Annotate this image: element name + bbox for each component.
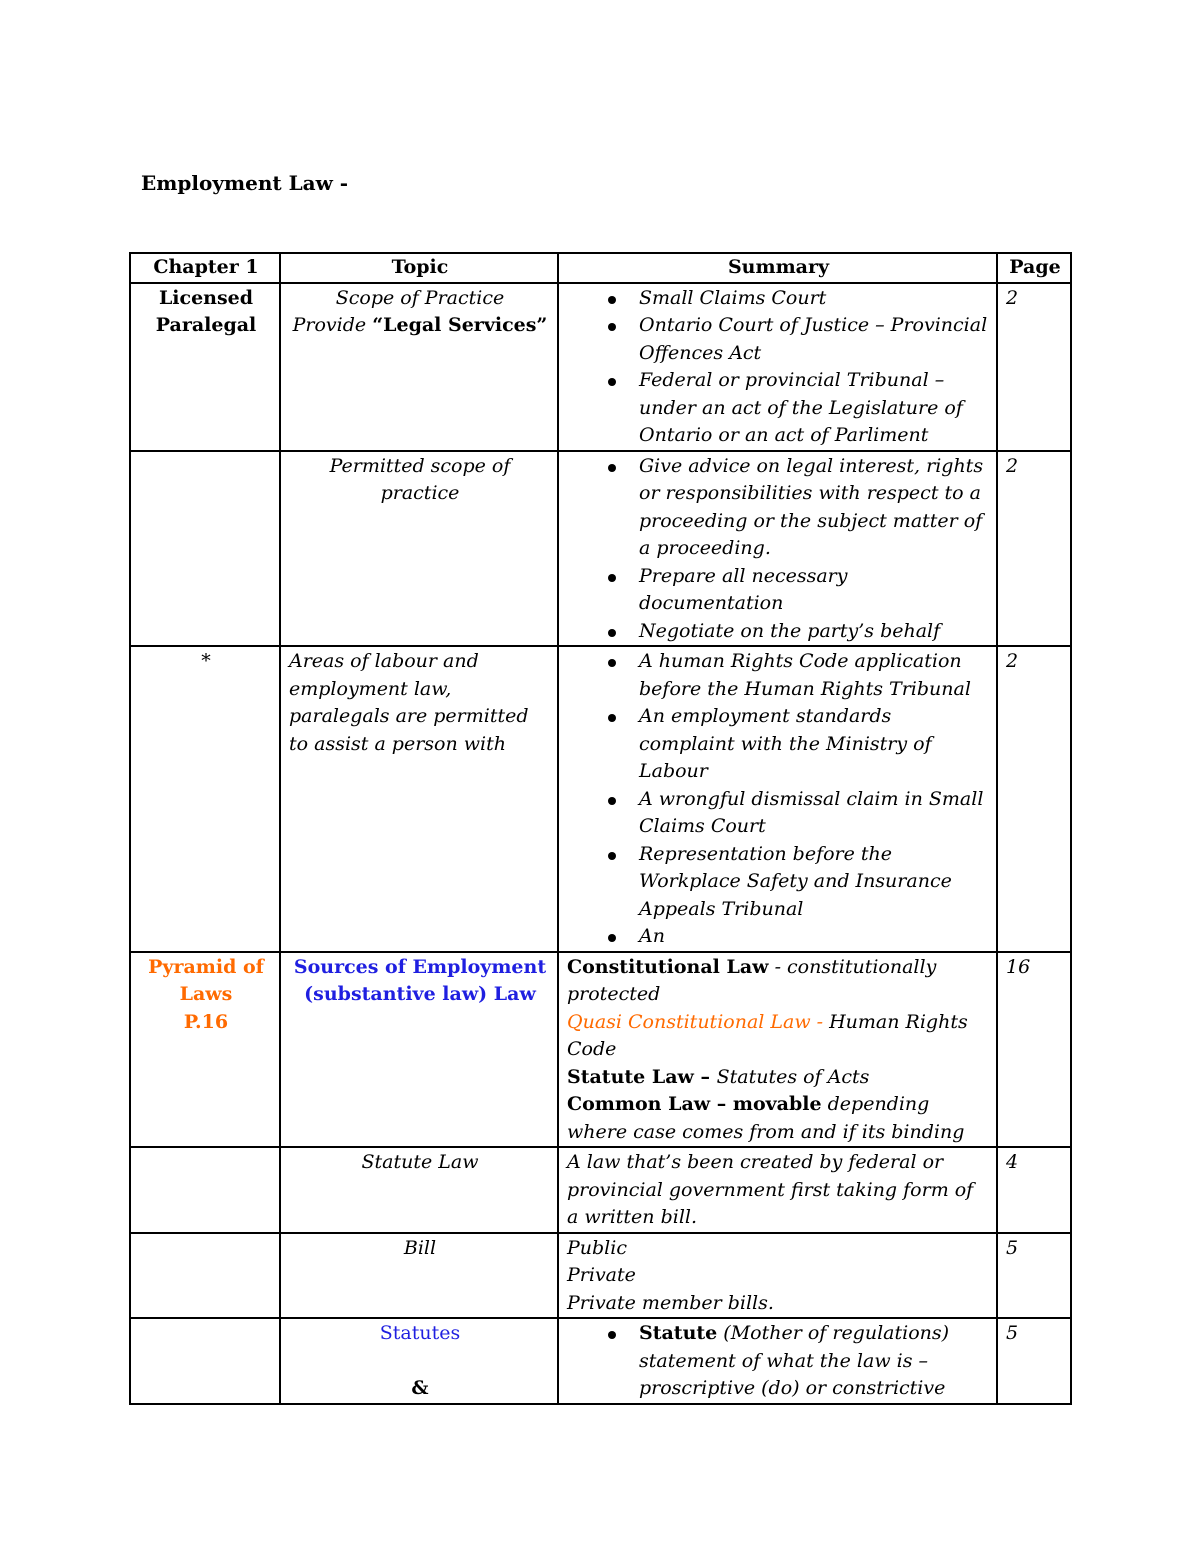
bullet-text: A wrongful dismissal claim in Small Claims Court [639,787,984,837]
bullet-text: An employment standards complaint with the Ministry of Labour [639,705,932,782]
header-chapter: Chapter 1 [130,253,280,283]
topic-line: Scope of Practice [335,286,505,309]
bullet-text: A human Rights Code application before the Human Rights Tribunal [639,650,971,700]
topic-emphasis: “Legal Services” [372,314,548,336]
page-cell: 2 [997,451,1071,647]
summary-term: Statute Law – [567,1065,717,1088]
bullet-text: Small Claims Court [639,286,827,309]
summary-text: Statutes of Acts [716,1065,870,1088]
topic-cell [280,451,558,647]
page-cell: 2 [997,646,1071,952]
list-item [567,618,990,646]
list-item [567,703,990,786]
summary-cell: A law that’s been created by federal or provincial government first taking form of a written bill. [558,1147,997,1233]
list-item [567,923,990,951]
bullet-icon [608,629,616,637]
summary-table [129,252,1072,1405]
chapter-line: Laws [179,983,233,1005]
table-row [130,283,1071,451]
summary-line [567,1064,990,1092]
topic-text: Provide [292,314,373,336]
summary-text: Human Rights Code [567,1010,968,1060]
summary-cell [558,451,997,647]
chapter-line: Licensed [158,286,254,309]
bullet-icon [608,323,616,331]
summary-line [567,1091,990,1146]
table-row [130,1318,1071,1404]
topic-text: Permitted scope of practice [329,454,511,504]
list-item [567,1320,990,1403]
summary-line [567,954,990,1009]
topic-cell [280,1318,558,1404]
summary-line: Private [567,1264,636,1286]
bullet-icon [608,934,616,942]
topic-cell: Areas of labour and employment law, paralegals are permitted to assist a person with [280,646,558,952]
document-title: Employment Law - [141,171,349,195]
chapter-line: Paralegal [155,314,257,336]
list-item [567,312,990,367]
topic-line: Statutes [379,1322,461,1344]
table-header-row [130,253,1071,283]
bullet-icon [608,714,616,722]
bullet-icon [608,296,616,304]
page-cell: 16 [997,952,1071,1148]
list-item [567,285,990,313]
summary-line: Public [567,1236,627,1259]
chapter-cell [130,1147,280,1233]
header-topic: Topic [280,253,558,283]
list-item [567,453,990,563]
list-item [567,786,990,841]
table-row [130,451,1071,647]
summary-line [567,1009,990,1064]
page-cell: 5 [997,1233,1071,1319]
bullet-icon [608,378,616,386]
summary-cell [558,646,997,952]
list-item [567,563,990,618]
topic-cell: Sources of Employment (substantive law) Law [280,952,558,1148]
bullet-text: Give advice on legal interest, rights or responsibilities with respect to a proceeding or the subject matter of a proceeding. [639,454,984,559]
bullet-text: Representation before the Workplace Safety and Insurance Appeals Tribunal [639,842,952,920]
summary-term: Constitutional Law [567,955,769,978]
bullet-icon [608,659,616,667]
summary-term: Common Law – movable [567,1093,822,1115]
summary-term: Quasi Constitutional Law - [567,1010,830,1033]
table-row [130,1147,1071,1233]
summary-cell [558,1318,997,1404]
table-row [130,1233,1071,1319]
bullet-text: Federal or provincial Tribunal – under an act of the Legislature of Ontario or an act of Parliment [639,369,963,446]
bullet-icon [608,1331,616,1339]
chapter-line: P.16 [183,1010,229,1033]
header-summary: Summary [558,253,997,283]
page-cell: 5 [997,1318,1071,1404]
bullet-text: Prepare all necessary documentation [639,564,848,614]
chapter-cell [130,451,280,647]
bullet-icon [608,797,616,805]
summary-cell [558,952,997,1148]
bullet-term: Statute [639,1322,718,1344]
topic-cell: Bill [280,1233,558,1319]
topic-line [289,312,551,340]
list-item [567,841,990,924]
topic-cell: Statute Law [280,1147,558,1233]
chapter-cell: * [130,646,280,952]
bullet-icon [608,464,616,472]
summary-cell [558,283,997,451]
chapter-cell [130,952,280,1148]
header-page: Page [997,253,1071,283]
table-row [130,952,1071,1148]
chapter-cell [130,283,280,451]
chapter-cell [130,1318,280,1404]
bullet-text: (Mother of regulations) statement of what the law is – proscriptive (do) or constrictive [639,1322,950,1399]
bullet-icon [608,852,616,860]
summary-line: Private member bills. [567,1291,774,1314]
topic-cell [280,283,558,451]
page-cell: 2 [997,283,1071,451]
bullet-icon [608,574,616,582]
bullet-text: Ontario Court of Justice – Provincial Offences Act [639,314,988,364]
chapter-line: Pyramid of [148,955,264,978]
list-item [567,367,990,450]
topic-line: & [411,1376,429,1399]
bullet-text: An [639,925,665,947]
table-row [130,646,1071,952]
summary-cell [558,1233,997,1319]
summary-text: depending where case comes from and if its binding [567,1093,965,1143]
summary-text: - constitutionally protected [567,955,937,1005]
bullet-text: Negotiate on the party’s behalf [639,619,941,642]
chapter-cell [130,1233,280,1319]
page-cell: 4 [997,1147,1071,1233]
list-item [567,648,990,703]
